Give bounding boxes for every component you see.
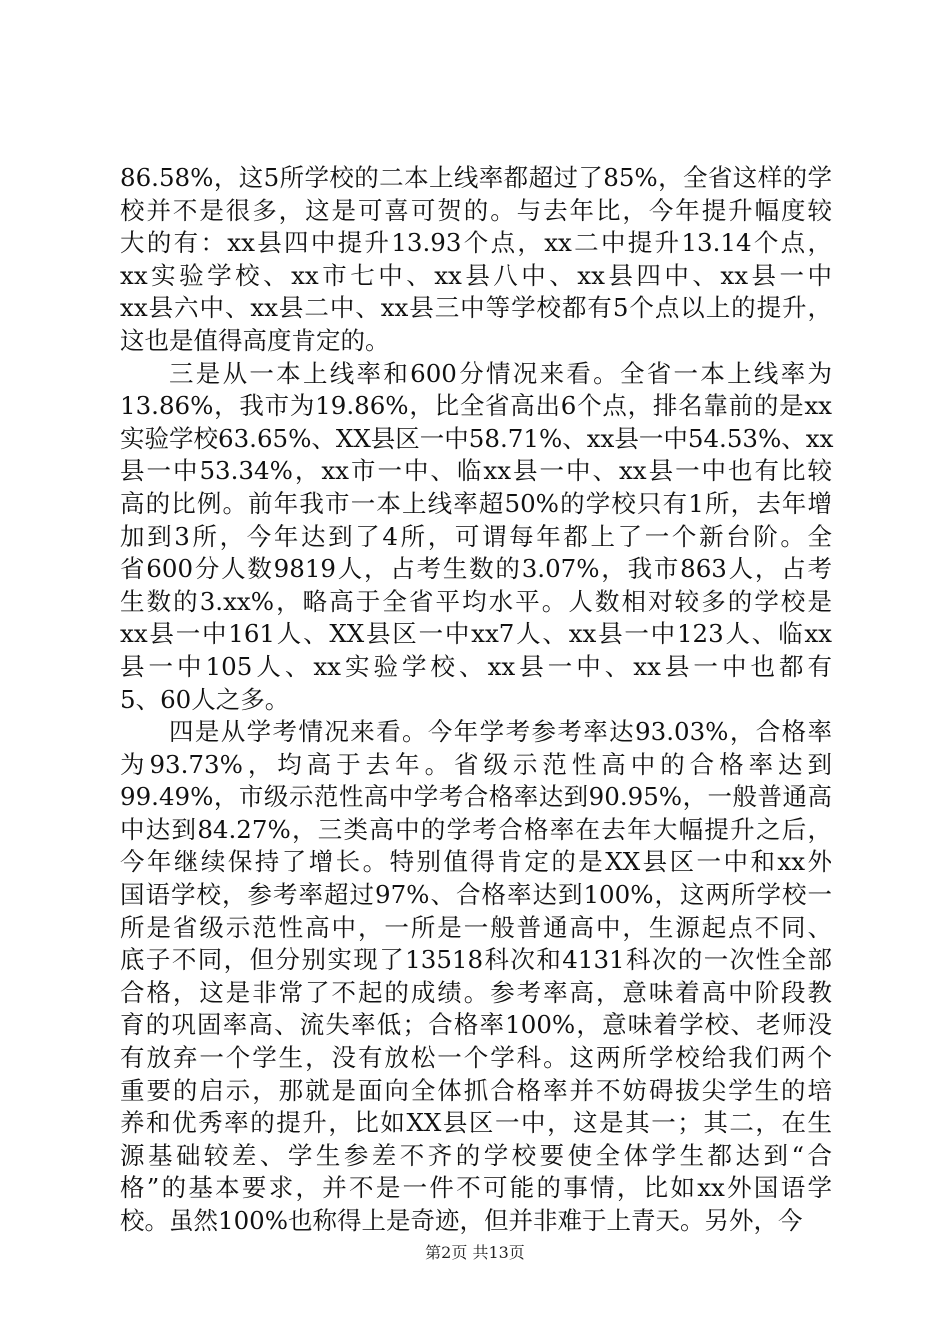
text-line: 国语学校，参考率超过97%、合格率达到100%，这两所学校一 (120, 880, 832, 910)
text-line: 格”的基本要求，并不是一件不可能的事情，比如xx外国语学 (120, 1173, 832, 1203)
text-line: 86.58%，这5所学校的二本上线率都超过了85%，全省这样的学 (120, 163, 832, 192)
text-line: 这也是值得高度肯定的。 (120, 325, 390, 355)
text-line: 为93.73%，均高于去年。省级示范性高中的合格率达到 (120, 749, 832, 779)
text-line: xx实验学校、xx市七中、xx县八中、xx县四中、xx县一中 (120, 260, 832, 290)
text-line: 加到3所，今年达到了4所，可谓每年都上了一个新台阶。全 (120, 521, 832, 551)
text-line: 县一中105人、xx实验学校、xx县一中、xx县一中也都有 (120, 651, 832, 681)
text-line: 校并不是很多，这是可喜可贺的。与去年比，今年提升幅度较 (120, 195, 832, 225)
text-line: 重要的启示，那就是面向全体抓合格率并不妨碍拔尖学生的培 (120, 1075, 832, 1105)
text-line: 合格，这是非常了不起的成绩。参考率高，意味着高中阶段教 (120, 977, 832, 1007)
text-line: 生数的3.xx%，略高于全省平均水平。人数相对较多的学校是 (120, 586, 832, 616)
text-line: 底子不同，但分别实现了13518科次和4131科次的一次性全部 (120, 945, 832, 975)
text-line: xx县一中161人、XX县区一中xx7人、xx县一中123人、临xx (120, 619, 832, 649)
text-line: 大的有：xx县四中提升13.93个点，xx二中提升13.14个点， (120, 228, 832, 258)
text-line: 育的巩固率高、流失率低；合格率100%，意味着学校、老师没 (120, 1010, 832, 1040)
text-line: 县一中53.34%，xx市一中、临xx县一中、xx县一中也有比较 (120, 456, 832, 486)
text-line: 所是省级示范性高中，一所是一般普通高中，生源起点不同、 (120, 912, 832, 942)
text-line: 省600分人数9819人，占考生数的3.07%，我市863人，占考 (120, 554, 832, 584)
text-line: 四是从学考情况来看。今年学考参考率达93.03%，合格率 (169, 717, 832, 747)
text-line: 高的比例。前年我市一本上线率超50%的学校只有1所，去年增 (120, 488, 832, 518)
body-text (120, 162, 832, 1238)
text-line: 5、60人之多。 (120, 684, 290, 714)
text-line: 有放弃一个学生，没有放松一个学科。这两所学校给我们两个 (120, 1043, 832, 1073)
text-line: 源基础较差、学生参差不齐的学校要使全体学生都达到“合 (120, 1140, 832, 1170)
paragraph (120, 162, 832, 358)
text-line: xx县六中、xx县二中、xx县三中等学校都有5个点以上的提升， (120, 293, 832, 323)
paragraph (120, 716, 832, 1238)
page-footer: 第2页 共13页 (425, 1243, 525, 1262)
paragraph (120, 358, 832, 717)
text-line: 校。虽然100%也称得上是奇迹，但并非难于上青天。另外，今 (120, 1206, 803, 1235)
text-line: 实验学校63.65%、XX县区一中58.71%、xx县一中54.53%、xx (120, 423, 834, 453)
text-line: 今年继续保持了增长。特别值得肯定的是XX县区一中和xx外 (120, 847, 832, 877)
text-line: 养和优秀率的提升，比如XX县区一中，这是其一；其二，在生 (120, 1108, 832, 1138)
text-line: 中达到84.27%，三类高中的学考合格率在去年大幅提升之后， (120, 814, 832, 844)
text-line: 99.49%，市级示范性高中学考合格率达到90.95%，一般普通高 (120, 782, 832, 812)
text-line: 三是从一本上线率和600分情况来看。全省一本上线率为 (169, 358, 832, 388)
text-line: 13.86%，我市为19.86%，比全省高出6个点，排名靠前的是xx (120, 391, 832, 421)
